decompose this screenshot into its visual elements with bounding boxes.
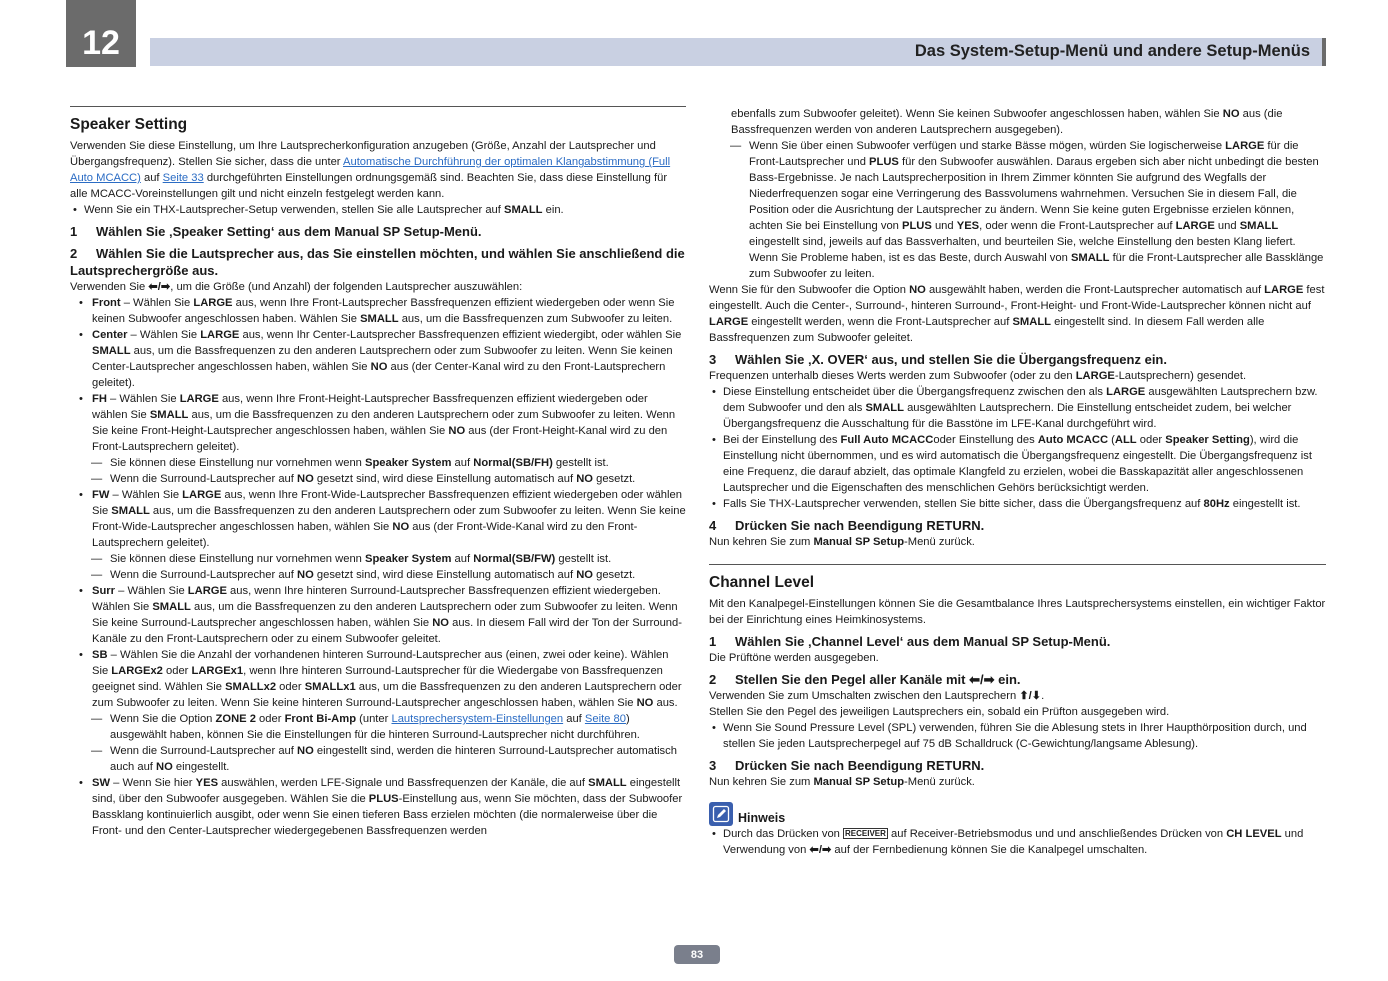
bullet-thx: • Wenn Sie ein THX-Lautsprecher-Setup verwenden, stellen Sie alle Lautsprecher auf SMALL ein. — [70, 202, 686, 218]
left-right-arrow-icon: ⬅/➡ — [969, 672, 995, 687]
use-arrows-text: Verwenden Sie ⬅/➡, um die Größe (und Anzahl) der folgenden Lautsprecher auszuwählen: — [70, 281, 523, 293]
channel-step-2-text-2: Stellen Sie den Pegel des jeweiligen Lautsprechers ein, sobald ein Prüfton ausgegeben wird. — [709, 706, 1170, 718]
step-4: 4 Drücken Sie nach Beendigung RETURN. — [709, 518, 985, 533]
channel-step-1: 1 Wählen Sie ‚Channel Level‘ aus dem Manual SP Setup-Menü. — [709, 634, 1111, 649]
header-bar — [150, 38, 1326, 66]
channel-step-2: 2 Stellen Sie den Pegel aller Kanäle mit ⬅/➡ ein. — [709, 672, 1021, 687]
receiver-key-icon: RECEIVER — [845, 829, 886, 838]
bullet-crossover-1: • Diese Einstellung entscheidet über die Übergangsfrequenz zwischen den als LARGE ausgewählten Lautsprechern bzw. dem Subwoofer und den als SMALL ausgewählten Lautsprechern. Die Einstellung entscheidet zudem, bei welcher Übergangsfrequenz die Ausschaltung für die Basstöne im LFE-Kanal durchgeführt wird. — [709, 384, 1326, 432]
channel-return-text: Nun kehren Sie zum Manual SP Setup-Menü zurück. — [709, 776, 975, 788]
note-bullet: • Durch das Drücken von RECEIVER auf Receiver-Betriebsmodus und und anschließendes Drücken von CH LEVEL und Verwendung von ⬅/➡ auf der Fernbedienung können Sie die Kanalpegel umschalten. — [709, 826, 1326, 858]
header-title: Das System-Setup-Menü und andere Setup-Menüs — [914, 42, 1310, 60]
section-title-speaker-setting: Speaker Setting — [70, 116, 188, 133]
section-divider — [709, 564, 1326, 565]
left-column — [70, 106, 686, 839]
list-item-sw: • SW – Wenn Sie hier YES auswählen, werden LFE-Signale und Bassfrequenzen der Kanäle, die auf SMALL eingestellt sind, über den Subwoofer ausgegeben. Wählen Sie die PLUS-Einstellung aus, wenn Sie möchten, dass der Subwoofer Bassklang kontinuierlich ausgibt, oder wenn Sie einen tieferen Bass erzielen möchten (die normalerweise über die Front- und den Center-Lautsprecher wiedergegebenen Bassfrequenzen werden — [70, 775, 686, 839]
subwoofer-no-paragraph: Wenn Sie für den Subwoofer die Option NO ausgewählt haben, werden die Front-Lautsprecher automatisch auf LARGE fest eingestellt. Auch die Center-, Surround-, hinteren Surround-, Front-Height- und Front-Wide-Lautsprecher können nicht auf LARGE eingestellt werden, wenn die Front-Lautsprecher auf SMALL eingestellt sind. In diesem Fall werden alle Bassfrequenzen zum Subwoofer geleitet. — [709, 284, 1325, 344]
section-divider — [70, 106, 686, 107]
right-column — [709, 106, 1326, 858]
list-item-front: • Front – Wählen Sie LARGE aus, wenn Ihre Front-Lautsprecher Bassfrequenzen effizient wiedergeben oder wenn Sie keinen Subwoofer angeschlossen haben. Wählen Sie SMALL aus, um die Bassfrequenzen zum Subwoofer zu leiten. — [70, 295, 686, 327]
note-title: Hinweis — [738, 811, 786, 825]
bullet-crossover-3: • Falls Sie THX-Lautsprecher verwenden, stellen Sie bitte sicher, dass die Übergangsfrequenz auf 80Hz eingestellt ist. — [709, 496, 1326, 512]
return-text: Nun kehren Sie zum Manual SP Setup-Menü zurück. — [709, 536, 975, 548]
crossover-text: Frequenzen unterhalb dieses Werts werden zum Subwoofer (oder zu den LARGE-Lautsprechern) gesendet. — [709, 370, 1247, 382]
list-item-center: • Center – Wählen Sie LARGE aus, wenn Ihr Center-Lautsprecher Bassfrequenzen effizient wiedergibt, oder wählen Sie SMALL aus, um die Bassfrequenzen zu den anderen Lautsprechern oder zum Subwoofer zu leiten. Wenn Sie keinen Center-Lautsprecher angeschlossen haben, wählen Sie NO aus (der Center-Kanal wird zu den Front-Lautsprechern geleitet). — [70, 327, 686, 391]
left-right-arrow-icon: ⬅/➡ — [809, 844, 832, 856]
dash-item-sb-1: — Wenn Sie die Option ZONE 2 oder Front Bi-Amp (unter Lautsprechersystem-Einstellungen auf Seite 80) ausgewählt haben, können Sie die Einstellungen für die hinteren Surround-Lautsprecher nicht durchführen. — [70, 711, 686, 743]
section-title-channel-level: Channel Level — [709, 574, 815, 591]
channel-step-1-text: Die Prüftöne werden ausgegeben. — [709, 652, 879, 664]
bullet-spl: • Wenn Sie Sound Pressure Level (SPL) verwenden, führen Sie die Ablesung stets in Ihrer Haupthörposition durch, und stellen Sie jeden Lautsprecherpegel auf 75 dB Schalldruck (C-Gewichtung/langsame Ablesung). — [709, 720, 1326, 752]
dash-item-sb-2: — Wenn die Surround-Lautsprecher auf NO eingestellt sind, werden die hinteren Surround-Lautsprecher automatisch auch auf NO eingestellt. — [70, 743, 686, 775]
link-page-80[interactable]: Seite 80 — [584, 713, 626, 725]
list-item-sb: • SB – Wählen Sie die Anzahl der vorhandenen hinteren Surround-Lautsprecher aus (einen, zwei oder keine). Wählen Sie LARGEx2 oder LARGEx1, wenn Ihre hinteren Surround-Lautsprecher für die Wiedergabe von Bassfrequenzen geeignet sind. Wählen Sie SMALLx2 oder SMALLx1 aus, um die Bassfrequenzen zu den anderen Lautsprechern oder zum Subwoofer zu leiten. Wenn Sie keine hinteren Surround-Lautsprecher angeschlossen haben, wählen Sie NO aus. — [70, 647, 686, 711]
list-item-fw: • FW – Wählen Sie LARGE aus, wenn Ihre Front-Wide-Lautsprecher Bassfrequenzen effizient wiedergeben oder wählen Sie SMALL aus, um die Bassfrequenzen zu den anderen Lautsprechern oder zum Subwoofer zu leiten. Wenn Sie keine Front-Wide-Lautsprecher angeschlossen haben, wählen Sie NO aus (der Front-Wide-Kanal wird zu den Front-Lautsprechern geleitet). — [70, 487, 686, 551]
channel-level-intro: Mit den Kanalpegel-Einstellungen können Sie die Gesamtbalance Ihres Lautsprechersystems einstellen, ein wichtiger Faktor bei der Einrichtung eines Heimkinosystems. — [709, 598, 1326, 626]
link-page-33[interactable]: Seite 33 — [162, 172, 204, 184]
step-3: 3 Wählen Sie ‚X. OVER‘ aus, und stellen Sie die Übergangsfrequenz ein. — [709, 352, 1167, 367]
step-2: 2 Wählen Sie die Lautsprecher aus, das Sie einstellen möchten, und wählen Sie anschließend die Lautsprechergröße aus. — [70, 246, 685, 278]
intro-paragraph: Verwenden Sie diese Einstellung, um Ihre Lautsprecherkonfiguration anzugeben (Größe, Anzahl der Lautsprecher und Übergangsfrequenz). Stellen Sie sicher, dass die unter Automatische Durchführung der optimalen Klangabstimmung (Full Auto MCACC) auf Seite 33 durchgeführten Einstellungen ordnungsgemäß sind. Beachten Sie, dass diese Einstellung für alle MCACC-Voreinstellungen gilt und nicht einzeln festgelegt werden kann. — [70, 140, 671, 200]
channel-step-2-text-1: Verwenden Sie zum Umschalten zwischen den Lautsprechern ⬆/⬇. — [709, 690, 1045, 702]
chapter-number: 12 — [66, 0, 136, 67]
link-speaker-system-settings[interactable]: Lautsprechersystem-Einstellungen — [391, 713, 564, 725]
step-1: 1 Wählen Sie ‚Speaker Setting‘ aus dem Manual SP Setup-Menü. — [70, 224, 482, 239]
dash-item-bass-tip: — Wenn Sie über einen Subwoofer verfügen und starke Bässe mögen, würden Sie logischerweise LARGE für die Front-Lautsprecher und PLUS für den Subwoofer auswählen. Daraus ergeben sich aber nicht unbedingt die besten Bass-Ergebnisse. Je nach Lautsprecherposition in Ihrem Zimmer könnten Sie aufgrund des Wegfalls der Niederfrequenzen sogar eine Verringerung des Bassvolumens wahrnehmen. Versuchen Sie in diesem Fall, die Position oder die Ausrichtung der Lautsprecher zu ändern. Wenn Sie keine guten Ergebnisse erzielen können, achten Sie bei Einstellung von PLUS und YES, oder wenn die Front-Lautsprecher auf LARGE und SMALL eingestellt sind, jeweils auf das Bassverhalten, und beurteilen Sie, welche Einstellung den besten Klang liefert. Wenn Sie Probleme haben, ist es das Beste, durch Auswahl von SMALL für die Front-Lautsprecher alle Bassklänge zum Subwoofer zu leiten. — [709, 138, 1326, 282]
dash-item-fh-2: — Wenn die Surround-Lautsprecher auf NO gesetzt sind, wird diese Einstellung automatisch auf NO gesetzt. — [70, 471, 686, 487]
up-down-arrow-icon: ⬆/⬇ — [1019, 690, 1042, 702]
bullet-crossover-2: • Bei der Einstellung des Full Auto MCACCoder Einstellung des Auto MCACC (ALL oder Speaker Setting), wird die Einstellung nicht übernommen, und es wird automatisch die Übergangsfrequenz eingestellt. Die Übergangsfrequenz ist eine Frequenz, die darauf abzielt, das optimale Klangfeld zu erzielen, wobei die Basskapazität aller angeschlossenen Lautsprecher und die Eigenschaften des menschlichen Gehörs berücksichtigt werden. — [709, 432, 1326, 496]
note-pencil-icon — [709, 802, 733, 826]
list-item-fh: • FH – Wählen Sie LARGE aus, wenn Ihre Front-Height-Lautsprecher Bassfrequenzen effizient wiedergeben oder wählen Sie SMALL aus, um die Bassfrequenzen zu den anderen Lautsprechern oder zum Subwoofer zu leiten. Wenn Sie keine Front-Height-Lautsprecher angeschlossen haben, wählen Sie NO aus (der Front-Height-Kanal wird zu den Front-Lautsprechern geleitet). — [70, 391, 686, 455]
dash-item-fw-1: — Sie können diese Einstellung nur vornehmen wenn Speaker System auf Normal(SB/FW) gestellt ist. — [70, 551, 686, 567]
dash-item-fh-1: — Sie können diese Einstellung nur vornehmen wenn Speaker System auf Normal(SB/FH) gestellt ist. — [70, 455, 686, 471]
note-header — [709, 802, 1326, 826]
sw-continuation: ebenfalls zum Subwoofer geleitet). Wenn Sie keinen Subwoofer angeschlossen haben, wählen Sie NO aus (die Bassfrequenzen werden von anderen Lautsprechern ausgegeben). — [731, 108, 1283, 136]
link-full-auto-mcacc[interactable]: Automatische Durchführung der optimalen Klangabstimmung (Full Auto MCACC) — [70, 156, 671, 184]
page-number: 83 — [674, 945, 720, 964]
list-item-surr: • Surr – Wählen Sie LARGE aus, wenn Ihre hinteren Surround-Lautsprecher Bassfrequenzen effizient wiedergeben. Wählen Sie SMALL aus, um die Bassfrequenzen zu den anderen Lautsprechern oder zum Subwoofer zu leiten. Wenn Sie keine Surround-Lautsprecher angeschlossen haben, wählen Sie NO aus. In diesem Fall wird der Ton der Surround-Kanäle zu den Front-Lautsprechern oder zu einem Subwoofer geleitet. — [70, 583, 686, 647]
channel-step-3: 3 Drücken Sie nach Beendigung RETURN. — [709, 758, 985, 773]
speaker-list — [70, 295, 686, 839]
dash-item-fw-2: — Wenn die Surround-Lautsprecher auf NO gesetzt sind, wird diese Einstellung automatisch auf NO gesetzt. — [70, 567, 686, 583]
left-right-arrow-icon: ⬅/➡ — [148, 281, 171, 293]
